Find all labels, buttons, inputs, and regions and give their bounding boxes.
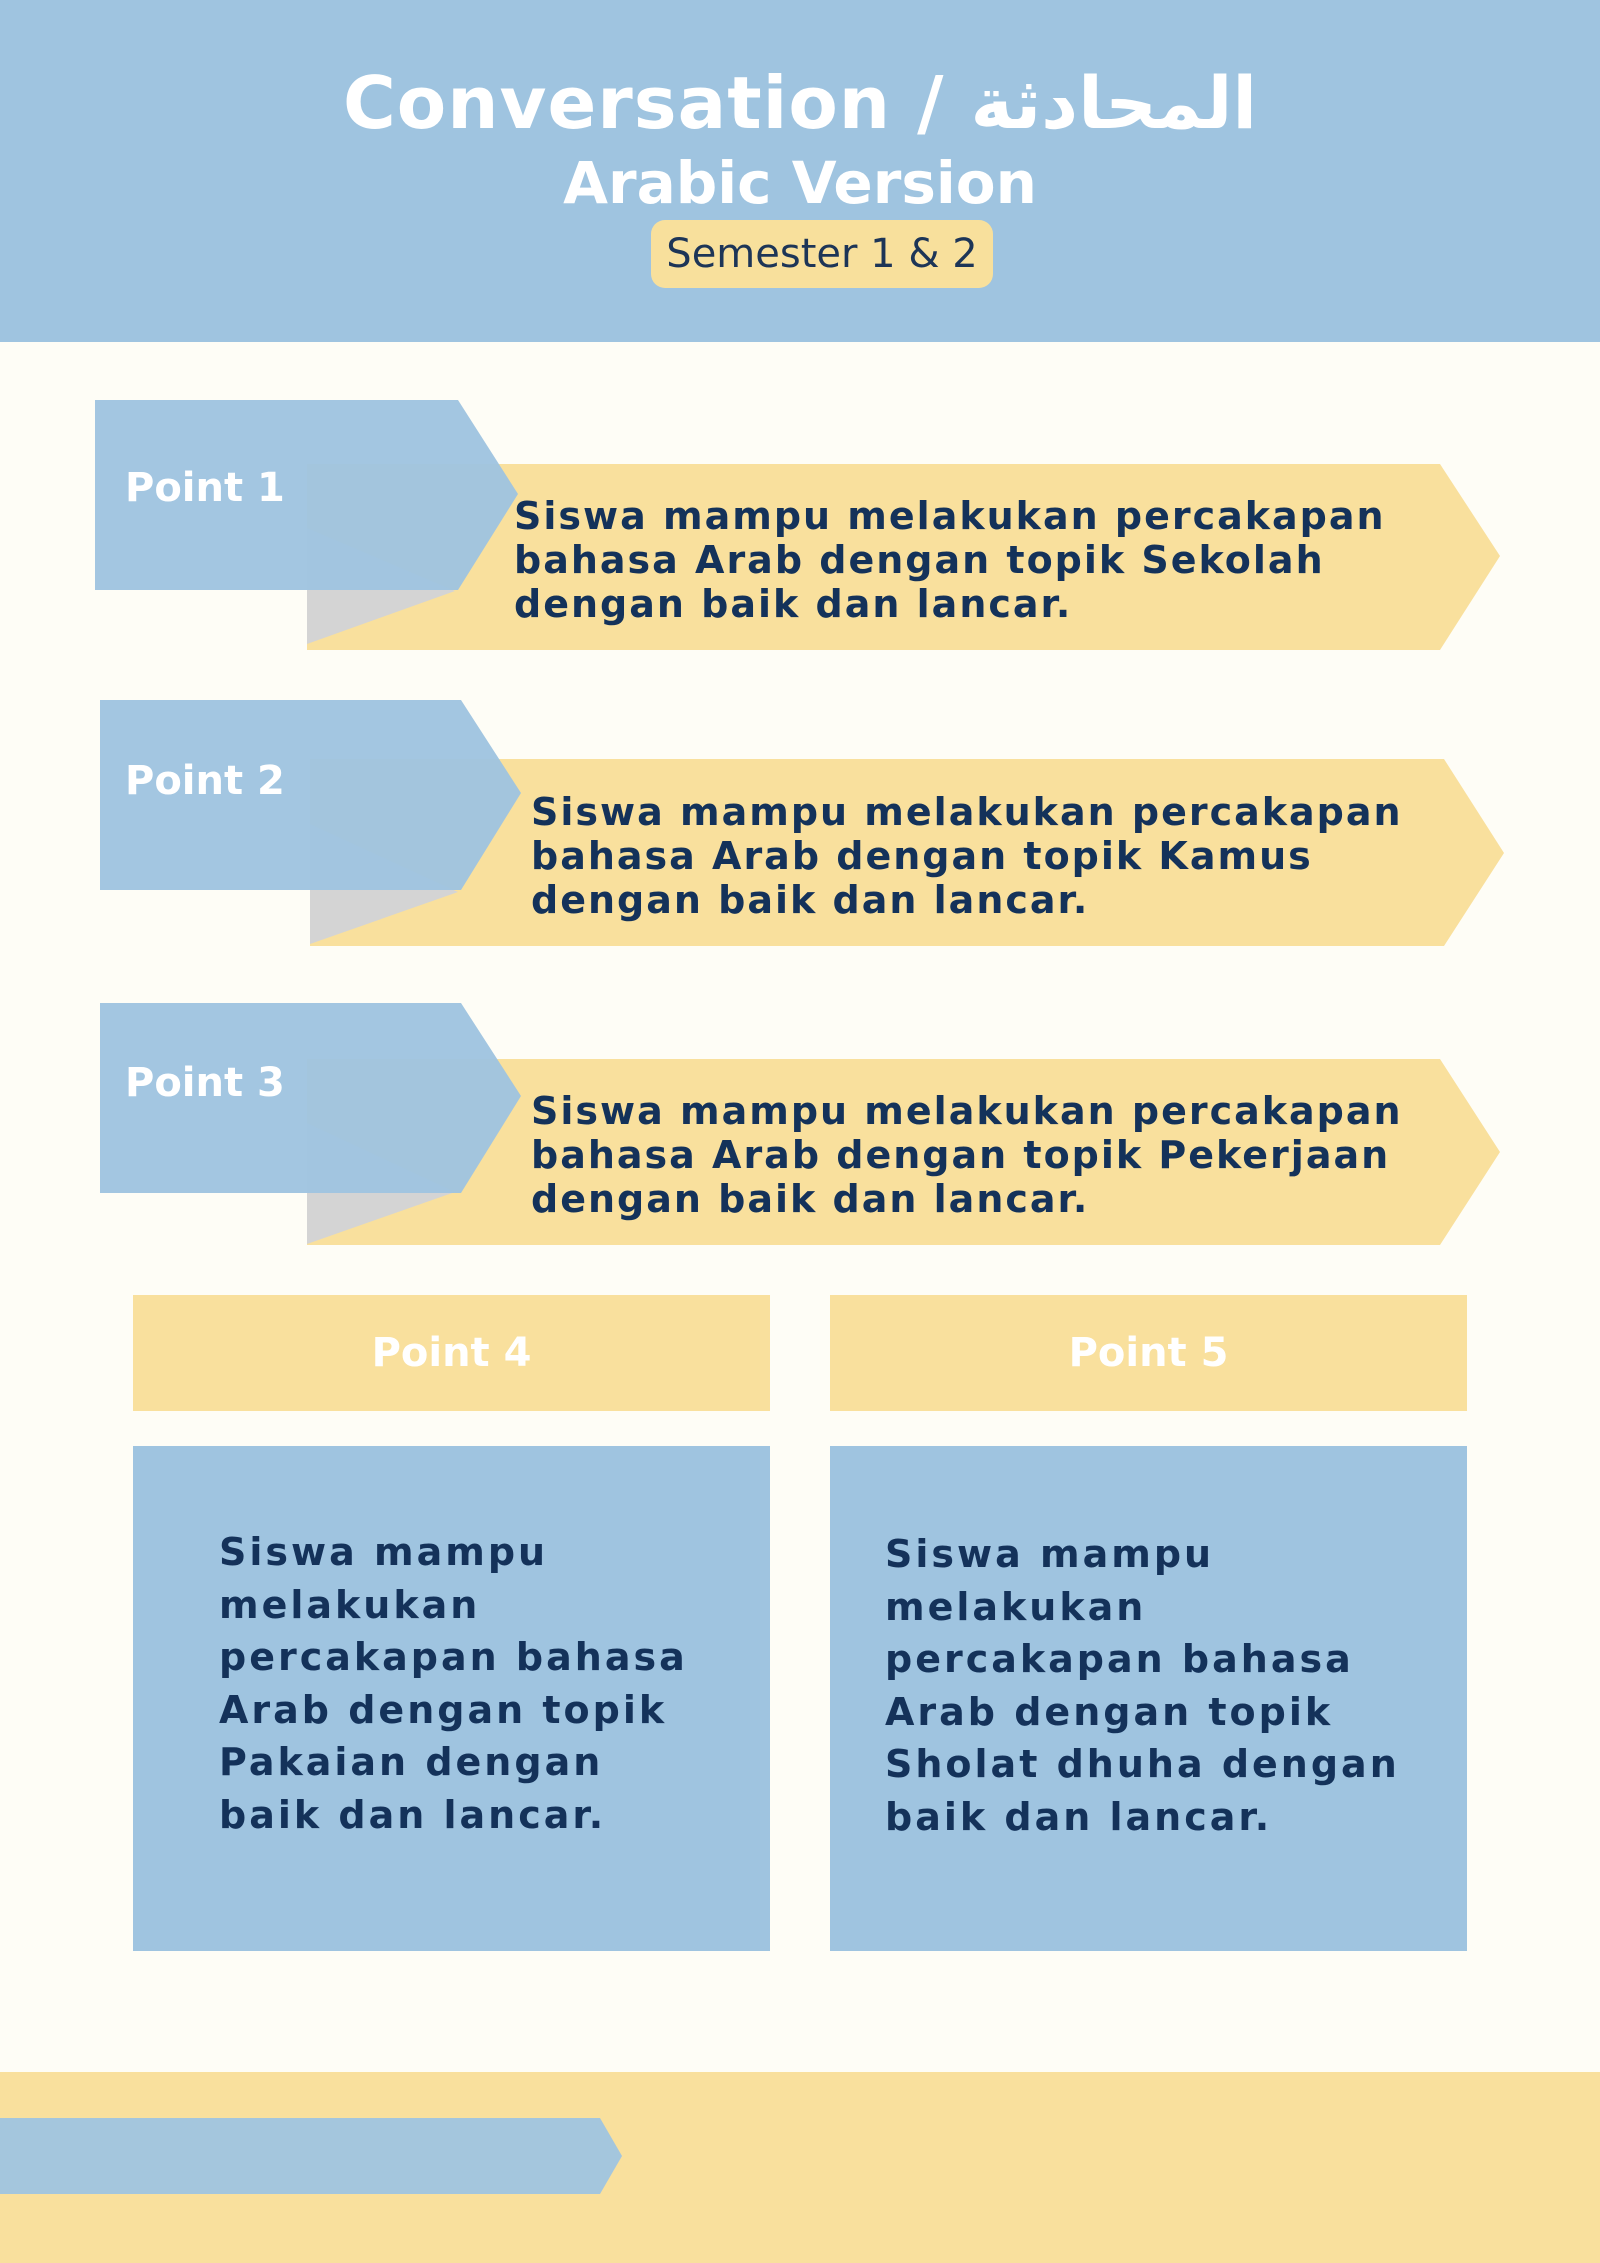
point-2-label: Point 2	[125, 758, 285, 804]
header-banner	[0, 0, 1600, 342]
semester-badge: Semester 1 & 2	[651, 220, 993, 288]
point-3-label: Point 3	[125, 1060, 285, 1106]
point-4-header: Point 4	[133, 1295, 770, 1411]
point-row-3	[0, 1003, 1600, 1263]
point-4-card	[133, 1446, 770, 1951]
page-title: Conversation / المحادثة	[342, 61, 1258, 145]
point-1-text: Siswa mampu melakukan percakapan bahasa Arab dengan topik Sekolah dengan baik dan lancar.	[514, 494, 1386, 626]
page-subtitle: Arabic Version	[563, 149, 1037, 217]
point-3-text: Siswa mampu melakukan percakapan bahasa Arab dengan topik Pekerjaan dengan baik dan lancar.	[531, 1089, 1403, 1221]
footer-band	[0, 2072, 1600, 2263]
point-row-2	[0, 700, 1600, 960]
point-5-text: Siswa mampu melakukan percakapan bahasa Arab dengan topik Sholat dhuha dengan baik dan lancar.	[885, 1532, 1400, 1839]
point-4-text: Siswa mampu melakukan percakapan bahasa Arab dengan topik Pakaian dengan baik dan lancar.	[219, 1530, 688, 1837]
point-5-header: Point 5	[830, 1295, 1467, 1411]
point-2-text: Siswa mampu melakukan percakapan bahasa Arab dengan topik Kamus dengan baik dan lancar.	[531, 790, 1403, 922]
point-1-label: Point 1	[125, 465, 285, 511]
point-5-card	[830, 1446, 1467, 1951]
footer-arrow	[0, 2118, 640, 2198]
point-row-1	[0, 400, 1600, 660]
